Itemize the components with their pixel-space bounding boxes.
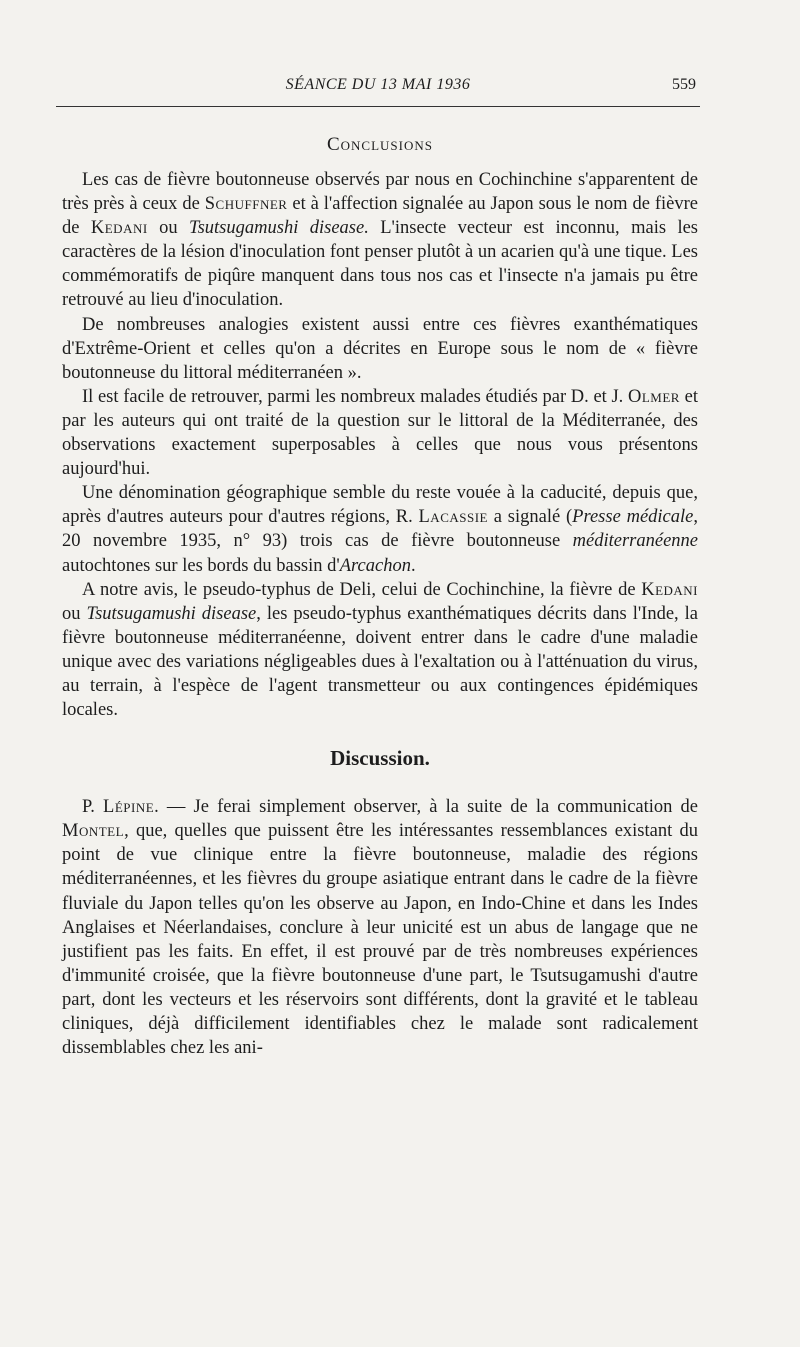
author-name: Montel: [62, 821, 125, 842]
paragraph-5: A notre avis, le pseudo-typhus de Deli, celui de Cochinchine, la fièvre de Kedani ou Tsutsugamushi disease, les pseudo-typhus exanthématiques décrits dans l'Inde, la fièvre boutonneuse méditerranéenne, doivent entrer dans le cadre d'une maladie unique avec des variations négligeables dues à l'exaltation ou à l'atténuation du virus, au terrain, à l'espèce de l'agent transmetteur ou aux contingences épidémiques locales.: [62, 579, 699, 721]
italic-term: Presse médicale: [572, 507, 694, 528]
italic-term: Arcachon: [339, 555, 411, 576]
author-name: Kedani: [641, 579, 698, 600]
discussion-heading: Discussion.: [330, 746, 430, 771]
author-name: Schuffner: [204, 194, 288, 215]
paragraph-4: Une dénomination géographique semble du reste vouée à la caducité, depuis que, après d'autres auteurs pour d'autres régions, R. Lacassie a signalé (Presse médicale, 20 novembre 1935, n° 93) trois cas de fièvre boutonneuse méditerranéenne autochtones sur les bords du bassin d'Arcachon.: [62, 483, 698, 576]
paragraph-2: De nombreuses analogies existent aussi entre ces fièvres exanthématiques d'Extrême-Orient et celles qu'on a décrites en Europe sous le nom de « fièvre boutonneuse du littoral méditerranéen ».: [62, 314, 698, 383]
author-name: Lépine: [103, 797, 155, 818]
italic-term: Tsutsugamushi disease.: [189, 218, 369, 239]
author-name: Lacassie: [418, 507, 488, 528]
author-name: Kedani: [90, 218, 148, 239]
paragraph-1: Les cas de fièvre boutonneuse observés par nous en Cochinchine s'apparentent de très près à ceux de Schuffner et à l'affection signalée au Japon sous le nom de fièvre de Kedani ou Tsutsugamushi disease. L'insecte vecteur est inconnu, mais les caractères de la lésion d'inoculation font penser plutôt à un acarien qu'à une tique. Les commémoratifs de piqûre manquent dans tous nos cas et l'insecte n'a jamais pu être retrouvé au lieu d'inoculation.: [62, 170, 698, 311]
conclusions-heading: Conclusions: [326, 134, 433, 155]
running-header: [56, 76, 700, 100]
header-title: SÉANCE DU 13 MAI 1936: [285, 76, 471, 93]
italic-term: méditerranéenne: [572, 531, 698, 552]
paragraph-6: P. Lépine. — Je ferai simplement observer, à la suite de la communication de Montel, que, quelles que puissent être les intéressantes ressemblances existant du point de vue clinique entre la fièvre boutonneuse, maladie des régions méditerranéennes, et les fièvres du groupe asiatique entrant dans le cadre de la fièvre fluviale du Japon telles qu'on les observe au Japon, en Indo-Chine et dans les Indes Anglaises et Néerlandaises, conclure à leur unicité est un abus de langage que ne justifient pas les faits. En effet, il est prouvé par de très nombreuses expériences d'immunité croisée, que la fièvre boutonneuse d'une part, le Tsutsugamushi d'autre part, dont les vecteurs et les réservoirs sont différents, dont la gravité et le tableau cliniques, déjà difficilement identifiables chez le malade sont radicalement dissemblables chez les ani-: [62, 797, 698, 1059]
page-number: 559: [672, 76, 696, 93]
italic-term: Tsutsugamushi disease: [86, 603, 257, 624]
header-rule: [56, 106, 700, 107]
author-name: Olmer: [627, 386, 680, 407]
paragraph-3: Il est facile de retrouver, parmi les nombreux malades étudiés par D. et J. Olmer et par les auteurs qui ont traité de la question sur le littoral de la Méditerranée, des observations exactement superposables à celles que nous vous présentons aujourd'hui.: [62, 386, 698, 480]
article-body: [62, 134, 698, 1060]
